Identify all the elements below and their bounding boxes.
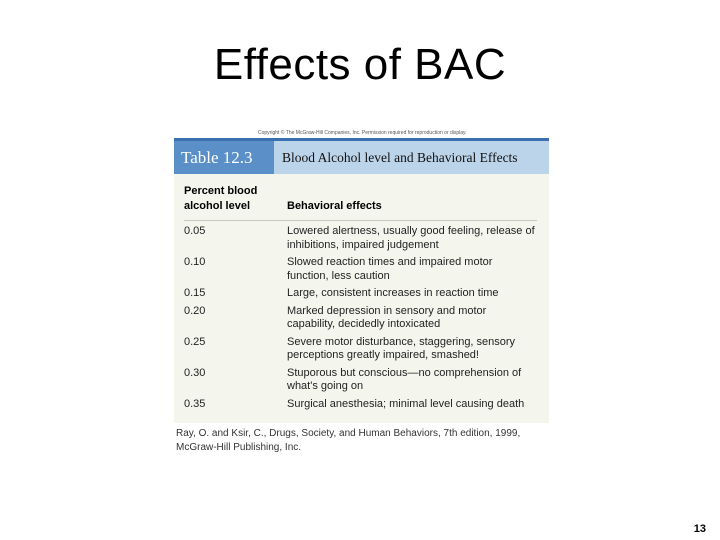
behavioral-effect: Severe motor disturbance, staggering, sensory perceptions greatly impaired, smashed! [287,335,516,361]
behavioral-effect: Large, consistent increases in reaction time [287,287,499,299]
bac-level: 0.10 [184,256,206,268]
source-line-1: Ray, O. and Ksir, C., Drugs, Society, and Human Behaviors, 7th edition, 1999, [176,428,521,439]
column-headers [184,174,537,221]
column-header-bac: Percent blood alcohol level [184,185,258,212]
table-row [184,336,537,363]
table-figure [174,128,549,455]
table-row [184,287,537,301]
behavioral-effect: Lowered alertness, usually good feeling, release of inhibitions, impaired judgement [287,225,535,251]
source-line-2: McGraw-Hill Publishing, Inc. [176,442,302,453]
bac-table [174,138,549,423]
table-body [174,221,549,423]
table-row [184,256,537,283]
behavioral-effect: Marked depression in sensory and motor capability, decidedly intoxicated [287,304,487,330]
bac-level: 0.15 [184,287,206,299]
column-header-effects: Behavioral effects [287,200,382,212]
copyright-notice: Copyright © The McGraw-Hill Companies, Inc. Permission required for reproduction or display. [258,130,467,136]
bac-level: 0.25 [184,335,206,348]
table-number: Table 12.3 [174,141,274,174]
bac-level: 0.20 [184,304,206,317]
bac-level: 0.30 [184,366,206,379]
source-citation [174,427,549,455]
behavioral-effect: Slowed reaction times and impaired motor function, less caution [287,256,493,282]
bac-level: 0.05 [184,225,206,237]
page-number: 13 [693,523,706,535]
table-row [184,367,537,394]
behavioral-effect: Surgical anesthesia; minimal level causing death [287,397,525,410]
table-row [184,398,537,412]
table-header [174,141,549,174]
table-row [184,225,537,252]
table-title: Blood Alcohol level and Behavioral Effects [274,141,549,174]
behavioral-effect: Stuporous but conscious—no comprehension of what's going on [287,366,522,392]
bac-level: 0.35 [184,397,206,410]
table-row [184,305,537,332]
slide-title: Effects of BAC [213,40,507,89]
